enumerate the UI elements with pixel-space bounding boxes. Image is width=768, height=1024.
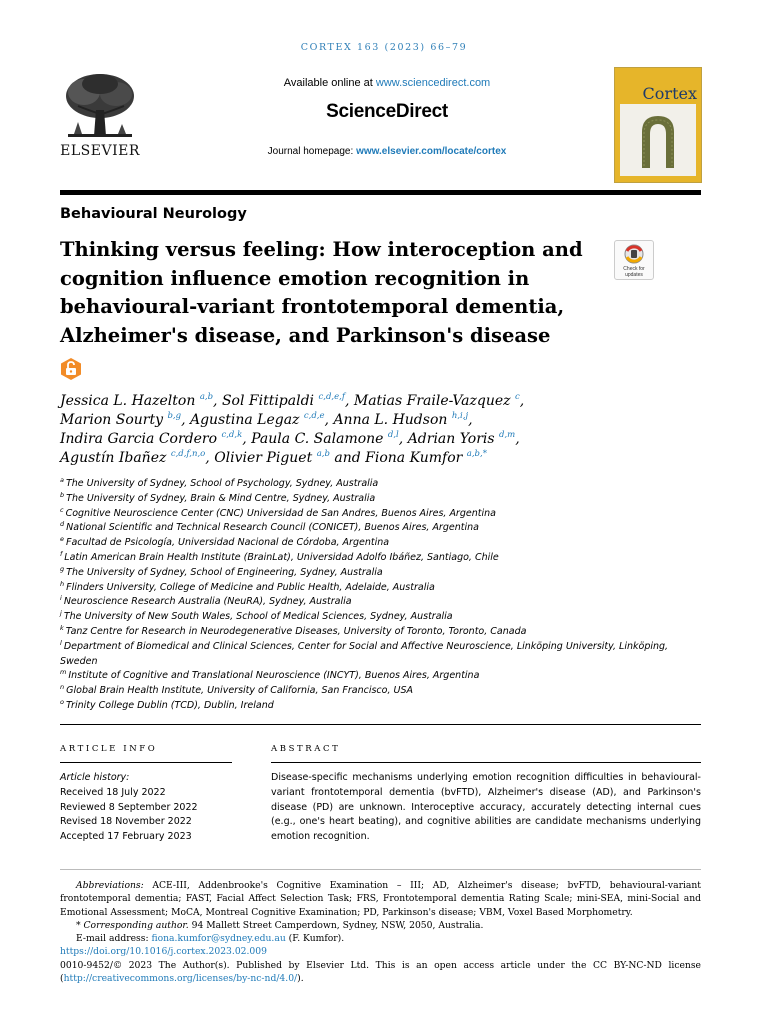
publisher-logo-text: ELSEVIER [60, 143, 140, 159]
affiliation-item [60, 625, 701, 640]
author-name[interactable]: Fiona Kumfor [365, 450, 463, 466]
affiliation-key: m [60, 668, 67, 677]
history-item: Received 18 July 2022 [60, 786, 166, 798]
affiliation-key: j [60, 609, 62, 618]
affiliation-key: k [60, 623, 64, 632]
corresponding-label: * Corresponding author. [76, 919, 189, 931]
title-line: cognition influence emotion recognition in [60, 266, 530, 290]
author-affil-sup[interactable]: c,d,k [221, 430, 243, 440]
title-line: Alzheimer's disease, and Parkinson's disease [60, 323, 551, 347]
corresponding-text: 94 Mallett Street Camperdown, Sydney, NSW, 2050, Australia. [188, 919, 484, 931]
open-access-icon[interactable] [60, 358, 82, 380]
author-affil-sup[interactable]: c,d,f,n,o [170, 449, 206, 459]
email-link[interactable]: fiona.kumfor@sydney.edu.au [151, 933, 286, 945]
journal-homepage-link[interactable]: www.elsevier.com/locate/cortex [356, 146, 507, 157]
title-line: Thinking versus feeling: How interoception and [60, 238, 583, 261]
affiliation-key: c [60, 505, 64, 514]
author-name[interactable]: Adrian Yoris [407, 431, 495, 447]
license-link[interactable]: http://creativecommons.org/licenses/by-nc-nd/4.0/ [63, 973, 298, 985]
article-history [60, 771, 230, 845]
author-affil-sup[interactable]: a,b [316, 449, 330, 459]
affiliation-item [60, 492, 701, 507]
affiliation-item [60, 581, 701, 596]
article-info-rule [60, 762, 232, 763]
check-updates-icon [615, 241, 653, 279]
history-label: Article history: [60, 772, 130, 783]
affiliation-text: Department of Biomedical and Clinical Sciences, Center for Social and Affective Neuroscience, Linköping University, Linköping, Sweden [60, 640, 669, 667]
affiliation-key: g [60, 564, 65, 573]
affiliation-key: a [60, 476, 64, 484]
journal-homepage-line [200, 146, 574, 157]
email-suffix: (F. Kumfor). [285, 933, 345, 945]
arch-icon [620, 104, 696, 176]
affiliation-item [60, 521, 701, 536]
header-divider [60, 190, 701, 195]
title-line: behavioural-variant frontotemporal dementia, [60, 295, 565, 318]
affiliation-key: e [60, 535, 64, 544]
affiliation-text: National Scientific and Technical Research Council (CONICET), Buenos Aires, Argentina [66, 522, 479, 534]
email-label: E-mail address: [76, 933, 152, 945]
tree-icon [60, 70, 140, 142]
available-online-line [200, 77, 574, 89]
email-footnote [60, 932, 701, 945]
check-for-updates-button[interactable] [614, 240, 654, 280]
abbreviations-text: ACE-III, Addenbrooke's Cognitive Examination – III; AD, Alzheimer's disease; bvFTD, behavioural-variant frontotemporal dementia; FAST, Facial Affect Selection Task; FRS, Frontotemporal dementia Rating Scale; mini-SEA, mini-Social and Emotional Assessment; MoCA, Montreal Cognitive Examination; PD, Parkinson's disease; VBM, Voxel Based Morphometry. [60, 880, 701, 918]
author-affil-sup[interactable]: d,l [387, 430, 399, 440]
affiliation-key: h [60, 579, 65, 588]
author-separator: , [515, 431, 520, 447]
corresponding-footnote [60, 919, 701, 932]
author-affil-sup[interactable]: d,m [499, 430, 516, 440]
author-separator: , [468, 412, 473, 428]
author-name[interactable]: Matias Fraile-Vazquez [353, 393, 511, 409]
article-title [60, 236, 600, 350]
affiliation-item [60, 640, 701, 670]
affiliation-text: The University of Sydney, Brain & Mind Centre, Sydney, Australia [66, 492, 376, 504]
author-name[interactable]: Paula C. Salamone [251, 431, 384, 447]
sciencedirect-link[interactable]: www.sciencedirect.com [375, 77, 491, 89]
journal-cover[interactable] [614, 67, 702, 183]
author-separator: , [344, 393, 354, 409]
author-affil-sup[interactable]: c,d,e [303, 411, 325, 421]
affiliation-item [60, 595, 701, 610]
affiliation-text: The University of Sydney, School of Engineering, Sydney, Australia [66, 566, 383, 578]
homepage-prefix: Journal homepage: [267, 146, 357, 157]
license-suffix: ). [297, 973, 304, 985]
affiliation-text: Tanz Centre for Research in Neurodegenerative Diseases, University of Toronto, Toronto, Canada [65, 625, 527, 637]
affiliation-key: b [60, 490, 65, 499]
affiliation-text: Global Brain Health Institute, University of California, San Francisco, USA [66, 685, 413, 697]
author-affil-sup[interactable]: c [515, 392, 520, 402]
author-name[interactable]: Olivier Piguet [214, 450, 313, 466]
author-name[interactable]: Agustina Legaz [189, 412, 300, 428]
history-item: Accepted 17 February 2023 [60, 831, 192, 843]
author-name[interactable]: Anna L. Hudson [333, 412, 448, 428]
section-divider [60, 724, 701, 725]
author-name[interactable]: Indira Garcia Cordero [60, 431, 218, 447]
affiliation-text: Institute of Cognitive and Translational Neuroscience (INCYT), Buenos Aires, Argentina [68, 670, 480, 682]
abbreviations-label: Abbreviations: [76, 880, 144, 891]
affiliation-item [60, 669, 701, 684]
author-separator: , [213, 393, 222, 409]
author-name[interactable]: Marion Sourty [60, 412, 164, 428]
author-affil-sup[interactable]: b,g [167, 411, 182, 421]
affiliation-key: n [60, 683, 65, 692]
author-name[interactable]: Agustín Ibañez [60, 450, 167, 466]
author-affil-sup[interactable]: h,i,j [451, 411, 469, 421]
affiliation-text: Cognitive Neuroscience Center (CNC) Universidad de San Andres, Buenos Aires, Argentina [65, 507, 496, 519]
check-badge-line2: updates [625, 272, 643, 278]
affiliation-text: The University of Sydney, School of Psychology, Sydney, Australia [65, 478, 379, 489]
affiliation-item [60, 566, 701, 581]
affiliation-text: Neuroscience Research Australia (NeuRA), Sydney, Australia [63, 596, 352, 608]
article-section: Behavioural Neurology [60, 206, 247, 222]
doi-line [60, 945, 701, 958]
affiliation-key: d [60, 520, 65, 529]
affiliation-text: Trinity College Dublin (TCD), Dublin, Ireland [65, 699, 274, 711]
author-separator: , [519, 393, 525, 409]
abstract-rule [271, 762, 701, 763]
author-affil-sup[interactable]: a,b,* [466, 449, 487, 459]
abstract-text: Disease-specific mechanisms underlying emotion recognition difficulties in behavioural-variant frontotemporal dementia (bvFTD), Alzheimer's disease (AD), and Parkinson's disease (PD) are unknown. Interoceptive accuracy, accurately detecting internal cues (e.g., one's heart beating), and cognitive abilities are candidate mechanisms underlying emotion recognition. [271, 772, 701, 843]
affiliation-text: The University of New South Wales, School of Medical Sciences, Sydney, Australia [63, 611, 453, 623]
affiliation-item [60, 507, 701, 522]
affiliation-text: Facultad de Psicología, Universidad Nacional de Córdoba, Argentina [66, 537, 390, 549]
author-separator: and [329, 450, 366, 466]
history-item: Reviewed 8 September 2022 [60, 801, 198, 813]
sciencedirect-brand[interactable]: ScienceDirect [326, 101, 448, 122]
abstract-label: ABSTRACT [271, 744, 341, 754]
author-affil-sup[interactable]: c,d,e,f [318, 392, 345, 402]
author-list [60, 392, 701, 468]
affiliation-key: i [60, 594, 62, 603]
affiliation-key: o [60, 697, 64, 706]
affiliation-item [60, 684, 701, 699]
affiliation-key: l [60, 638, 62, 647]
footnote-divider [60, 869, 701, 870]
author-separator: , [181, 412, 190, 428]
author-name[interactable]: Sol Fittipaldi [221, 393, 315, 409]
affiliation-list [60, 477, 701, 714]
affiliation-text: Latin American Brain Health Institute (BrainLat), Universidad Adolfo Ibáñez, Santiago, Chile [64, 551, 499, 563]
check-badge-line1: Check for [623, 266, 645, 272]
license-prefix: 0010-9452/© 2023 The Author(s). Published by Elsevier Ltd. This is an open access article under the CC BY-NC-ND license ( [60, 959, 701, 985]
article-info-label: ARTICLE INFO [60, 744, 158, 754]
abbreviations-footnote [60, 879, 701, 919]
author-separator: , [242, 431, 252, 447]
doi-link[interactable]: https://doi.org/10.1016/j.cortex.2023.02.009 [60, 946, 267, 958]
available-prefix: Available online at [283, 77, 376, 89]
author-separator: , [398, 431, 408, 447]
author-separator: , [324, 412, 334, 428]
history-item: Revised 18 November 2022 [60, 816, 192, 828]
affiliation-text: Flinders University, College of Medicine and Public Health, Adelaide, Australia [66, 581, 435, 593]
cover-title: Cortex [642, 84, 697, 103]
author-affil-sup[interactable]: a,b [199, 392, 214, 402]
affiliation-item [60, 610, 701, 625]
cover-artwork [620, 104, 696, 176]
affiliation-item [60, 699, 701, 714]
affiliation-item [60, 536, 701, 551]
affiliation-key: f [60, 549, 63, 558]
license-line [60, 959, 701, 986]
author-name[interactable]: Jessica L. Hazelton [60, 393, 196, 409]
journal-running-head: CORTEX 163 (2023) 66–79 [300, 42, 468, 53]
author-separator: , [205, 450, 215, 466]
affiliation-item [60, 551, 701, 566]
footnotes [60, 879, 701, 985]
affiliation-item [60, 477, 701, 492]
